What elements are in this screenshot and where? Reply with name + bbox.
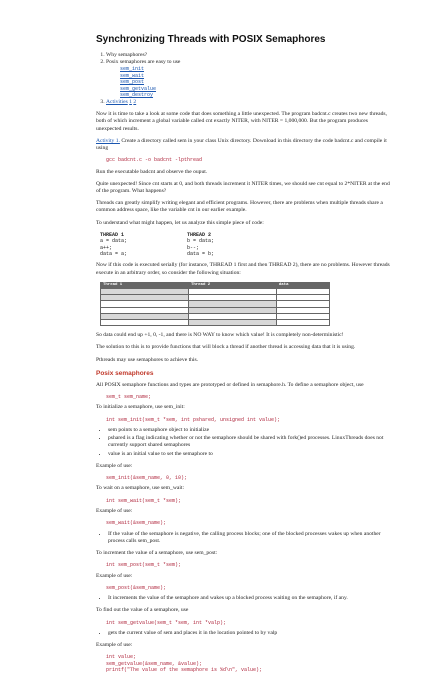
solution-paragraph: The solution to this is to provide functions that will block a thread if another thread is accessing data that it is using. <box>96 344 356 351</box>
sem-wait-bullets <box>104 531 391 545</box>
code-line: data = b; <box>187 250 215 257</box>
toc-item <box>106 99 391 106</box>
table-header-thread-2: Thread 2 <box>188 282 276 288</box>
toc-item <box>106 52 391 59</box>
example-label: Example of use: <box>96 462 133 469</box>
toc-link-sem-init[interactable]: sem_init <box>120 66 145 73</box>
sem-wait-example: sem_wait(&sem_name); <box>106 520 167 527</box>
sem-init-signature: int sem_init(sem_t *sem, int pshared, unsigned int value); <box>106 416 281 423</box>
table-row <box>101 319 330 325</box>
sem-post-bullets <box>104 595 391 602</box>
toc-link-sem-destroy[interactable]: sem_destroy <box>120 92 154 99</box>
posix-intro: All POSIX semaphore functions and types are prototyped or defined in semaphore.h. To define a semaphore object, use <box>96 381 364 388</box>
activity-1-text: Create a directory called sem in your class Unix directory. Download in this directory the code badcnt.c and compile it using <box>96 137 387 151</box>
code-line: a++; <box>100 244 113 251</box>
list-item: • value is an initial value to set the semaphore to <box>108 451 391 458</box>
code-line: a = data; <box>100 238 128 245</box>
sem-declaration: sem_t sem_name; <box>106 393 152 400</box>
thread-code-comparison <box>100 232 391 258</box>
compile-command: gcc badcnt.c -o badcnt -lpthread <box>106 157 203 164</box>
table-cell <box>276 319 329 325</box>
example-label: Example of use: <box>96 572 133 579</box>
toc-link-activity-1[interactable]: 1 <box>129 98 132 105</box>
code-line: b--; <box>187 244 200 251</box>
sem-getvalue-bullets <box>104 630 391 637</box>
table-cell <box>188 319 276 325</box>
getvalue-intro: To find out the value of a semaphore, use <box>96 607 189 614</box>
toc-link-sem-post[interactable]: sem_post <box>120 79 145 86</box>
thread-1-code <box>100 232 127 258</box>
sem-post-signature: int sem_post(sem_t *sem); <box>106 562 182 569</box>
threads-paragraph: Threads can greatly simplify writing elegant and efficient programs. However, there are problems when multiple threads share a common address space, like the variable cnt in our earlier example. <box>96 200 383 214</box>
wait-intro: To wait on a semaphore, use sem_wait: <box>96 485 184 492</box>
sem-post-example: sem_post(&sem_name); <box>106 584 167 591</box>
serial-paragraph: Now if this code is executed serially (for instance, THREAD 1 first and then THREAD 2), there are no problems. However threads execute in an arbitrary order, so consider the following situation: <box>96 262 390 276</box>
code-line: data = a; <box>100 250 128 257</box>
thread-2-code <box>187 232 214 258</box>
intro-paragraph: Now it is time to take a look at some code that does something a little unexpected. The program badcnt.c creates two new threads, both of which increment a global variable called cnt exactly NITER, with NITER = 1,000,000. But the program produces unexpected results. <box>96 111 387 132</box>
run-instruction: Run the executable badcnt and observe the ouput. <box>96 168 208 175</box>
toc-item <box>106 59 391 99</box>
table-header-data: data <box>276 282 329 288</box>
toc-link-activities[interactable]: Activities <box>106 98 128 105</box>
example-label: Example of use: <box>96 642 133 649</box>
thread-2-header: THREAD 2 <box>187 231 212 238</box>
sem-init-example: sem_init(&sem_name, 0, 10); <box>106 474 188 481</box>
table-header-thread-1: Thread 1 <box>101 282 189 288</box>
sem-getvalue-example: int value; sem_getvalue(&sem_name, &value); printf("The value of the semaphore is %d\n", value); <box>106 654 263 674</box>
list-item: • It increments the value of the semaphore and wakes up a blocked process waiting on the semaphore, if any. <box>108 595 391 602</box>
page-title: Synchronizing Threads with POSIX Semaphores <box>96 34 326 45</box>
init-intro: To initialize a semaphore, use sem_init: <box>96 404 185 411</box>
toc-link-sem-wait[interactable]: sem_wait <box>120 72 145 79</box>
toc-link-activity-2[interactable]: 2 <box>133 98 137 105</box>
example-label: Example of use: <box>96 507 133 514</box>
understand-paragraph: To understand what might happen, let us analyze this simple piece of code: <box>96 219 264 226</box>
toc-sublist <box>120 66 391 99</box>
sem-getvalue-signature: int sem_getvalue(sem_t *sem, int *valp); <box>106 619 227 626</box>
list-item: • pshared is a flag indicating whether or not the semaphore should be shared with fork()ed processes. LinuxThreads does not currently support shared semaphores <box>108 435 391 449</box>
list-item: • gets the current value of sem and places it in the location pointed to by valp <box>108 630 391 637</box>
table-cell <box>101 319 189 325</box>
pthreads-paragraph: Pthreads may use semaphores to achieve this. <box>96 356 199 363</box>
toc-item-label: Posix semaphores are easy to use <box>106 59 181 66</box>
activity-1-link[interactable]: Activity 1. <box>96 137 120 144</box>
list-item: • If the value of the semaphore is negative, the calling process blocks; one of the blocked processes wakes up when another process calls sem_post. <box>108 531 391 545</box>
unexpected-paragraph: Quite unexpected! Since cnt starts at 0, and both threads increment it NITER times, we should see cnt equal to 2*NITER at the end of the program. What happens? <box>96 180 390 194</box>
sem-init-bullets <box>104 427 391 458</box>
nondeterministic-paragraph: So data could end up +1, 0, -1, and there is NO WAY to know which value! It is completely non-deterministic! <box>96 332 344 339</box>
toc-link-sem-getvalue[interactable]: sem_getvalue <box>120 85 157 92</box>
code-line: b = data; <box>187 238 215 245</box>
sem-wait-signature: int sem_wait(sem_t *sem); <box>106 497 182 504</box>
table-of-contents <box>106 52 391 106</box>
activity-paragraph <box>96 138 391 152</box>
interleaving-table <box>100 282 330 326</box>
list-item: • sem points to a semaphore object to initialize <box>108 427 391 434</box>
post-intro: To increment the value of a semaphore, use sem_post: <box>96 549 218 556</box>
toc-item-label: Why semaphores? <box>106 52 148 58</box>
section-heading-posix: Posix semaphores <box>96 369 154 377</box>
thread-1-header: THREAD 1 <box>100 231 125 238</box>
